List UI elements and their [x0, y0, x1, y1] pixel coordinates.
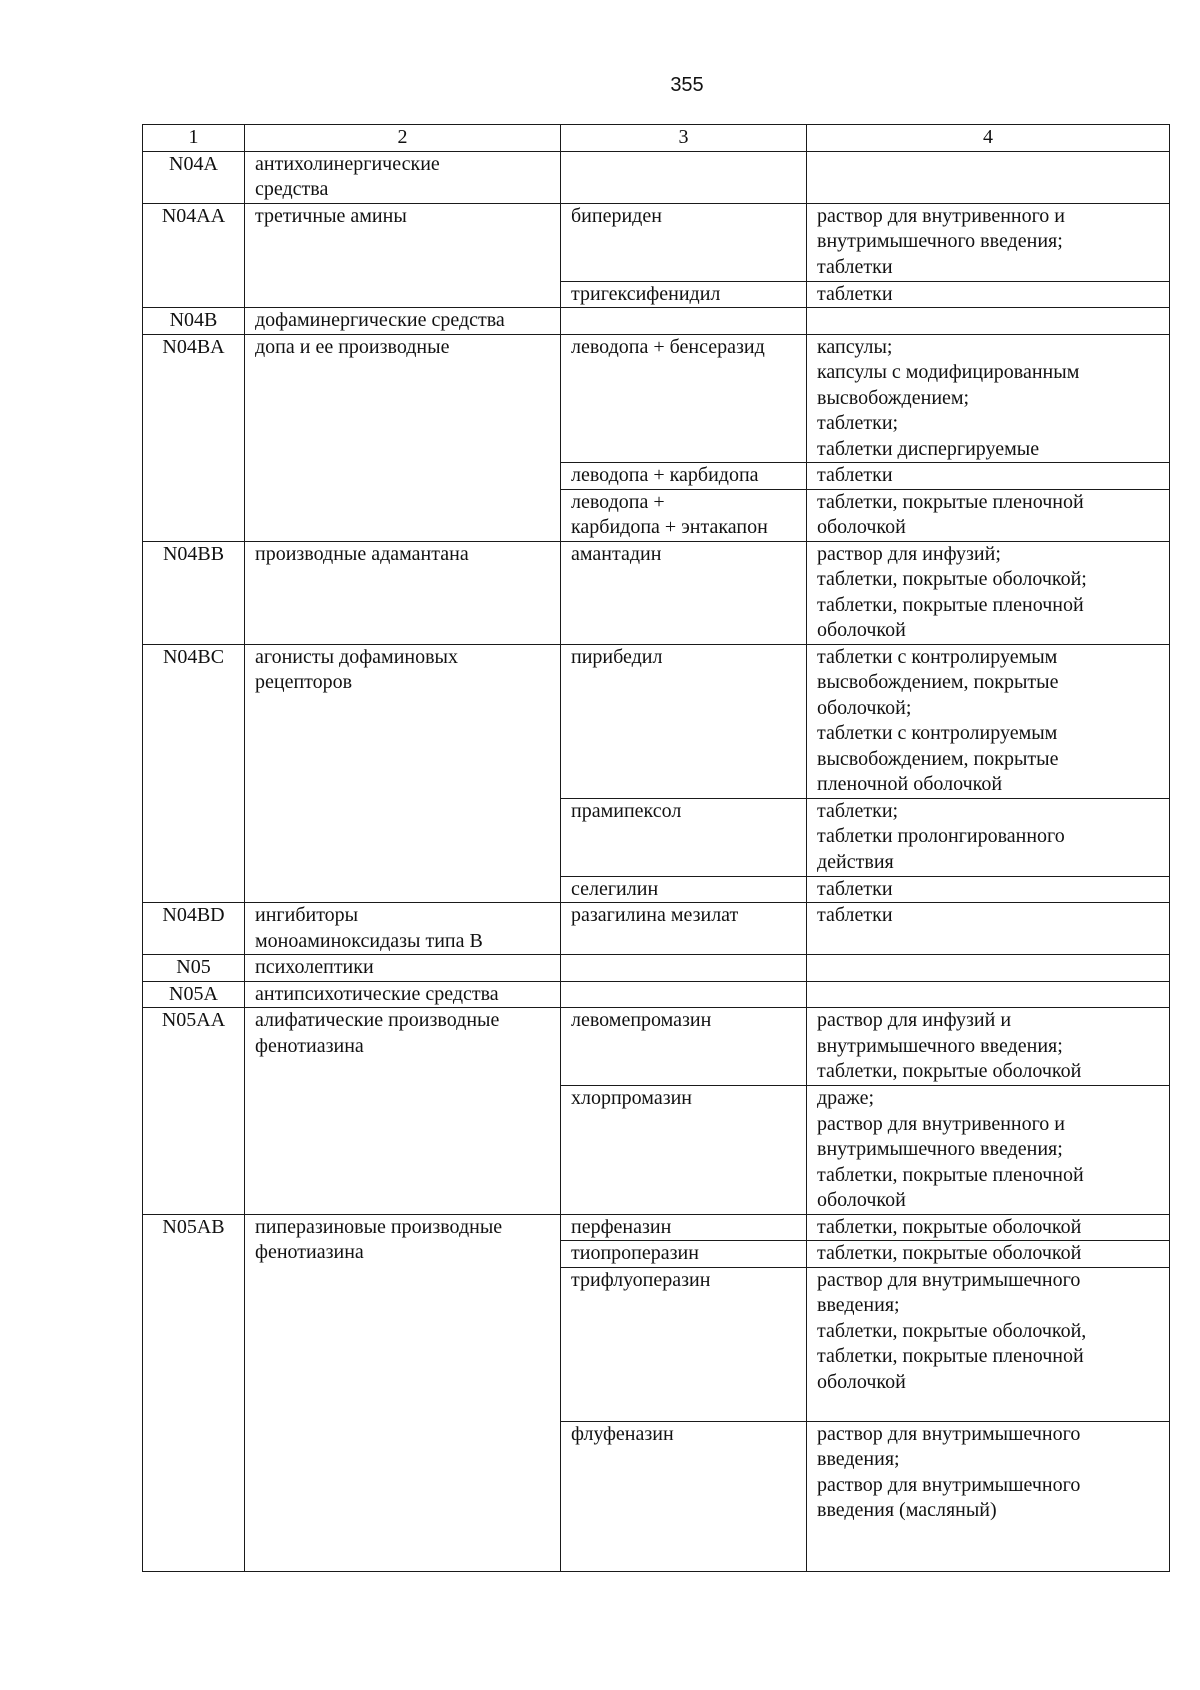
- dosage-form: таблетки: [807, 463, 1170, 490]
- drug-cell: [561, 308, 807, 335]
- dosage-form: драже; раствор для внутривенного и внутримышечного введения; таблетки, покрытые пленочной оболочкой: [807, 1086, 1170, 1215]
- drug-name: леводопа + бенсеразид: [561, 334, 807, 463]
- drug-name: амантадин: [561, 541, 807, 644]
- dosage-form: таблетки, покрытые пленочной оболочкой: [807, 489, 1170, 541]
- drug-name: прамипексол: [561, 798, 807, 876]
- dosage-form: таблетки: [807, 903, 1170, 955]
- form-cell: [807, 981, 1170, 1008]
- drug-name: тиопроперазин: [561, 1241, 807, 1268]
- table-row: [143, 644, 1170, 798]
- atc-code: N04B: [143, 308, 245, 335]
- table-row: [143, 955, 1170, 982]
- table-row: [143, 334, 1170, 463]
- dosage-form: таблетки: [807, 876, 1170, 903]
- form-cell: [807, 955, 1170, 982]
- page-number: 355: [670, 74, 704, 96]
- atc-group-name: производные адамантана: [245, 541, 561, 644]
- drug-name: пирибедил: [561, 644, 807, 798]
- drug-name: флуфеназин: [561, 1421, 807, 1571]
- dosage-form: раствор для инфузий; таблетки, покрытые оболочкой; таблетки, покрытые пленочной оболочкой: [807, 541, 1170, 644]
- atc-group-name: психолептики: [245, 955, 561, 982]
- header-cell: 1: [143, 125, 245, 152]
- atc-group-name: пиперазиновые производные фенотиазина: [245, 1214, 561, 1571]
- dosage-form: раствор для внутримышечного введения; таблетки, покрытые оболочкой, таблетки, покрытые пленочной оболочкой: [807, 1267, 1170, 1421]
- header-cell: 3: [561, 125, 807, 152]
- atc-group-name: дофаминергические средства: [245, 308, 561, 335]
- atc-group-name: антихолинергические средства: [245, 151, 561, 203]
- header-cell: 4: [807, 125, 1170, 152]
- header-row: [143, 125, 1170, 152]
- drug-cell: [561, 955, 807, 982]
- atc-group-name: алифатические производные фенотиазина: [245, 1008, 561, 1215]
- atc-code: N04BD: [143, 903, 245, 955]
- table-row: [143, 1008, 1170, 1086]
- atc-code: N04A: [143, 151, 245, 203]
- drug-name: перфеназин: [561, 1214, 807, 1241]
- atc-group-name: допа и ее производные: [245, 334, 561, 541]
- form-cell: [807, 308, 1170, 335]
- header-cell: 2: [245, 125, 561, 152]
- drug-name: леводопа + карбидопа + энтакапон: [561, 489, 807, 541]
- drug-name: трифлуоперазин: [561, 1267, 807, 1421]
- dosage-form: раствор для внутримышечного введения; раствор для внутримышечного введения (масляный): [807, 1421, 1170, 1571]
- table-row: [143, 981, 1170, 1008]
- drug-name: тригексифенидил: [561, 281, 807, 308]
- form-cell: [807, 151, 1170, 203]
- dosage-form: таблетки с контролируемым высвобождением, покрытые оболочкой; таблетки с контролируемым высвобождением, покрытые пленочной оболочкой: [807, 644, 1170, 798]
- atc-code: N05AA: [143, 1008, 245, 1215]
- drug-cell: [561, 151, 807, 203]
- drug-name: бипериден: [561, 203, 807, 281]
- atc-group-name: третичные амины: [245, 203, 561, 308]
- table-row: [143, 903, 1170, 955]
- atc-code: N04BC: [143, 644, 245, 903]
- dosage-form: раствор для внутривенного и внутримышечного введения; таблетки: [807, 203, 1170, 281]
- drug-name: хлорпромазин: [561, 1086, 807, 1215]
- dosage-form: таблетки, покрытые оболочкой: [807, 1214, 1170, 1241]
- atc-group-name: антипсихотические средства: [245, 981, 561, 1008]
- dosage-form: капсулы; капсулы с модифицированным высвобождением; таблетки; таблетки диспергируемые: [807, 334, 1170, 463]
- table-row: [143, 1214, 1170, 1241]
- atc-group-name: ингибиторы моноаминоксидазы типа В: [245, 903, 561, 955]
- atc-code: N04BA: [143, 334, 245, 541]
- drug-name: левомепромазин: [561, 1008, 807, 1086]
- drug-cell: [561, 981, 807, 1008]
- table-row: [143, 151, 1170, 203]
- table-row: [143, 203, 1170, 281]
- atc-code: N05: [143, 955, 245, 982]
- dosage-form: раствор для инфузий и внутримышечного введения; таблетки, покрытые оболочкой: [807, 1008, 1170, 1086]
- dosage-form: таблетки: [807, 281, 1170, 308]
- atc-group-name: агонисты дофаминовых рецепторов: [245, 644, 561, 903]
- atc-code: N05A: [143, 981, 245, 1008]
- drug-name: селегилин: [561, 876, 807, 903]
- drug-name: леводопа + карбидопа: [561, 463, 807, 490]
- dosage-form: таблетки, покрытые оболочкой: [807, 1241, 1170, 1268]
- dosage-form: таблетки; таблетки пролонгированного действия: [807, 798, 1170, 876]
- atc-table: [142, 124, 1170, 1572]
- table-row: [143, 308, 1170, 335]
- atc-code: N05AB: [143, 1214, 245, 1571]
- atc-code: N04AA: [143, 203, 245, 308]
- atc-code: N04BB: [143, 541, 245, 644]
- drug-name: разагилина мезилат: [561, 903, 807, 955]
- table-row: [143, 541, 1170, 644]
